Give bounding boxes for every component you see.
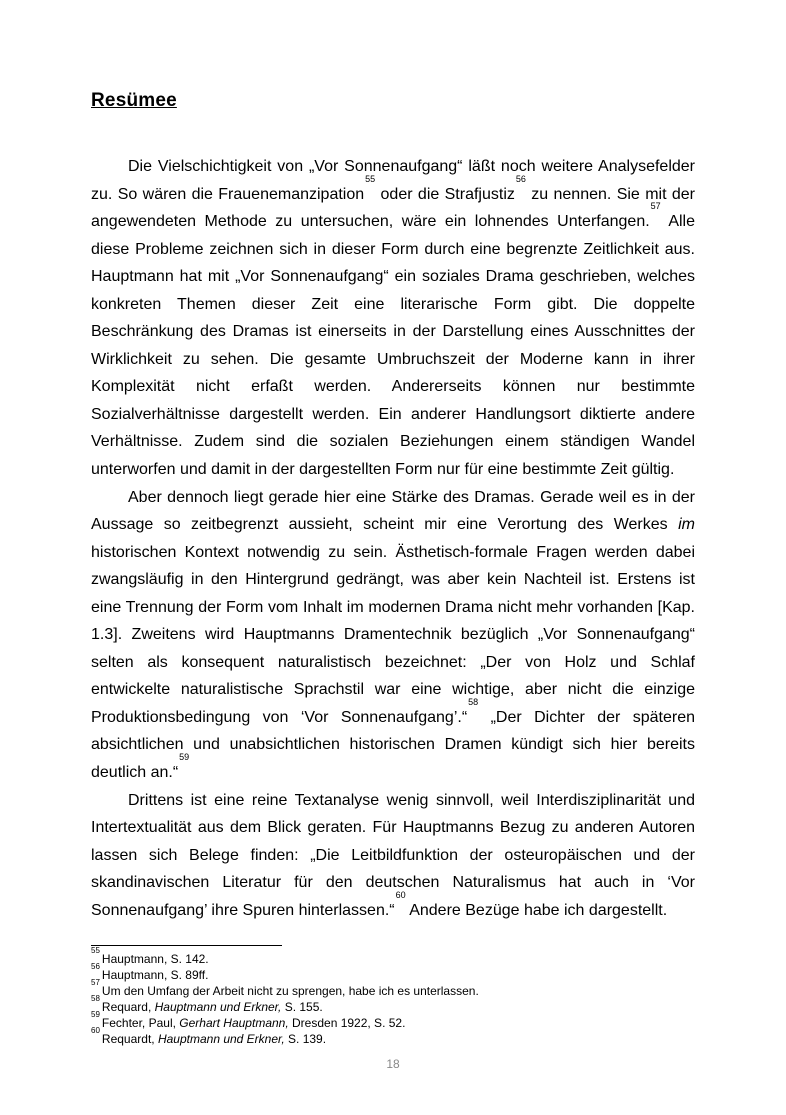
footnote-ref-55[interactable]: 55 [365, 173, 376, 184]
footnote-57: $^{57}$Um den Umfang der Arbeit nicht zu sprengen, habe ich es unterlassen. [91, 978, 479, 998]
footnote-60: $^{60}$Requardt, Hauptmann und Erkner, S. 139. [91, 1026, 327, 1046]
footnote-ref-58[interactable]: 58 [468, 696, 479, 707]
body-text [91, 153, 695, 924]
footnote-59: $^{59}$Fechter, Paul, Gerhart Hauptmann, Dresden 1922, S. 52. [91, 1010, 406, 1030]
footnote-56: $^{56}$Hauptmann, S. 89ff. [91, 962, 209, 982]
footnote-55: $^{55}$Hauptmann, S. 142. [91, 946, 209, 966]
footnote-ref-59[interactable]: 59 [179, 752, 190, 763]
footnote-ref-56[interactable]: 56 [515, 173, 526, 184]
section-heading: Resümee [91, 90, 177, 111]
footnote-separator [91, 945, 282, 946]
paragraph-3: Drittens ist eine reine Textanalyse wenig sinnvoll, weil Interdisziplinarität und Intertextualität aus dem Blick geraten. Für Hauptmanns Bezug zu anderen Autoren lassen sich Belege finden: „Die Leitbildfunktion der osteuropäischen und der skandinavischen Literatur für den deutschen Naturalismus hat auch in ‘Vor Sonnenaufgang’ ihre Spuren hinterlassen.“$^{60}$ Andere Bezüge habe ich dargestellt. [91, 791, 695, 919]
footnote-ref-57[interactable]: 57 [650, 201, 661, 212]
emphasis-im: im [678, 516, 695, 534]
footnote-58: $^{58}$Requard, Hauptmann und Erkner, S. 155. [91, 994, 323, 1014]
footnotes [91, 946, 695, 1047]
footnote-ref-60[interactable]: 60 [395, 889, 406, 900]
page-number: 18 [386, 1057, 400, 1071]
paragraph-2: Aber dennoch liegt gerade hier eine Stärke des Dramas. Gerade weil es in der Aussage so zeitbegrenzt aussieht, scheint mir eine Verortung des Werkes im historischen Kontext notwendig zu sein. Ästhetisch-formale Fragen werden dabei zwangsläufig in den Hintergrund gedrängt, was aber kein Nachteil ist. Erstens ist eine Trennung der Form vom Inhalt im modernen Drama nicht mehr vorhanden [Kap. 1.3]. Zweitens wird Hauptmanns Dramentechnik bezüglich „Vor Sonnenaufgang“ selten als konsequent naturalistisch bezeichnet: „Der von Holz und Schlaf entwickelte naturalistische Sprachstil war eine wichtige, aber nicht die einzige Produktionsbedingung von ‘Vor Sonnenaufgang’.“$^{58}$ „Der Dichter der späteren absichtlichen und unabsichtlichen historischen Dramen kündigt sich hier bereits deutlich an.“$^{59}$ [91, 488, 696, 782]
paragraph-1: Die Vielschichtigkeit von „Vor Sonnenaufgang“ läßt noch weitere Analysefelder zu. So wären die Frauenemanzipation$^{55}$ oder die Strafjustiz$^{56}$ zu nennen. Sie mit der angewendeten Methode zu untersuchen, wäre ein lohnendes Unterfangen.$^{57}$ Alle diese Probleme zeichnen sich in dieser Form durch eine begrenzte Zeitlichkeit aus. Hauptmann hat mit „Vor Sonnenaufgang“ ein soziales Drama geschrieben, welches konkreten Themen dieser Zeit eine literarische Form gibt. Die doppelte Beschränkung des Dramas ist einerseits in der Darstellung eines Ausschnittes der Wirklichkeit zu sehen. Die gesamte Umbruchszeit der Moderne kann in ihrer Komplexität nicht erfaßt werden. Andererseits können nur bestimmte Sozialverhältnisse dargestellt werden. Ein anderer Handlungsort diktierte andere Verhältnisse. Zudem sind die sozialen Beziehungen einem ständigen Wandel unterworfen und damit in der dargestellten Form nur für eine bestimmte Zeit gültig. [91, 158, 696, 479]
